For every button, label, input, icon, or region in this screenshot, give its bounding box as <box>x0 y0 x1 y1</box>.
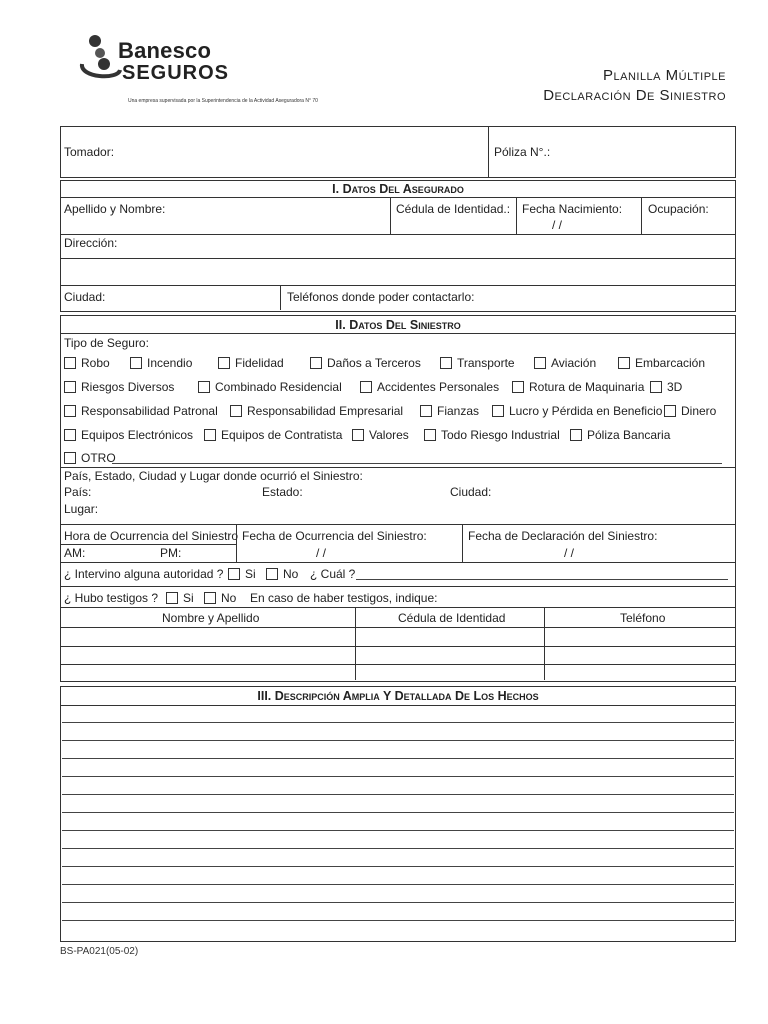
checkbox-fianzas[interactable] <box>420 404 479 418</box>
checkbox-label: Si <box>183 591 194 605</box>
checkbox-label: Fidelidad <box>235 356 284 370</box>
checkbox-autoridad-no[interactable] <box>266 567 298 581</box>
fecha-declaracion-slashes: / / <box>564 546 575 560</box>
checkbox-fidelidad[interactable] <box>218 356 284 370</box>
checkbox-label: Embarcación <box>635 356 706 370</box>
checkbox-box[interactable] <box>360 381 372 393</box>
description-line[interactable] <box>62 866 734 867</box>
checkbox-valores[interactable] <box>352 428 409 442</box>
checkbox-label: Equipos de Contratista <box>221 428 343 442</box>
checkbox-box[interactable] <box>440 357 452 369</box>
title-line-2: Declaración De Siniestro <box>543 87 726 104</box>
checkbox-todo-riesgo[interactable] <box>424 428 560 442</box>
checkbox-box[interactable] <box>64 429 76 441</box>
ciudad-label: Ciudad: <box>64 290 106 304</box>
brand-tagline: Una empresa supervisada por la Superintendencia de la Actividad Aseguradora N° 70 <box>128 98 318 104</box>
checkbox-label: OTRO <box>81 451 116 465</box>
checkbox-label: Valores <box>369 428 409 442</box>
checkbox-box[interactable] <box>618 357 630 369</box>
brand-name: Banesco <box>118 38 212 63</box>
description-line[interactable] <box>62 776 734 777</box>
checkbox-box[interactable] <box>512 381 524 393</box>
tipo-seguro-label: Tipo de Seguro: <box>64 336 149 350</box>
checkbox-autoridad-si[interactable] <box>228 567 256 581</box>
checkbox-label: Si <box>245 567 256 581</box>
checkbox-box[interactable] <box>228 568 240 580</box>
checkbox-label: Daños a Terceros <box>327 356 421 370</box>
checkbox-box[interactable] <box>352 429 364 441</box>
title-line-1: Planilla Múltiple <box>602 67 726 84</box>
checkbox-label: 3D <box>667 380 683 394</box>
checkbox-box[interactable] <box>64 381 76 393</box>
form-code: BS-PA021(05-02) <box>60 946 139 957</box>
section-1-title: I. Datos Del Asegurado <box>332 182 464 196</box>
checkbox-embarcacion[interactable] <box>618 356 705 370</box>
col-telefono-header: Teléfono <box>620 611 666 625</box>
direccion-label: Dirección: <box>64 236 118 250</box>
checkbox-label: Riesgos Diversos <box>81 380 175 394</box>
fecha-ocurrencia-slashes: / / <box>316 546 327 560</box>
table-row[interactable] <box>60 646 736 647</box>
checkbox-incendio[interactable] <box>130 356 192 370</box>
telefonos-label: Teléfonos donde poder contactarlo: <box>287 290 475 304</box>
brand-sub: SEGUROS <box>122 62 230 84</box>
checkbox-label: Robo <box>81 356 110 370</box>
section-descripcion-hechos <box>60 686 736 942</box>
col-cedula-header: Cédula de Identidad <box>398 611 506 625</box>
otro-line[interactable] <box>112 463 722 464</box>
checkbox-combinado-residencial[interactable] <box>198 380 342 394</box>
checkbox-label: No <box>283 567 299 581</box>
checkbox-resp-empresarial[interactable] <box>230 404 403 418</box>
checkbox-label: Responsabilidad Empresarial <box>247 404 404 418</box>
checkbox-riesgos-diversos[interactable] <box>64 380 174 394</box>
checkbox-box[interactable] <box>424 429 436 441</box>
checkbox-rotura-maquinaria[interactable] <box>512 380 644 394</box>
checkbox-label: Incendio <box>147 356 193 370</box>
checkbox-box[interactable] <box>64 357 76 369</box>
description-line[interactable] <box>62 830 734 831</box>
checkbox-label: Equipos Electrónicos <box>81 428 194 442</box>
table-row[interactable] <box>60 664 736 665</box>
lugar-title: País, Estado, Ciudad y Lugar donde ocurrió el Siniestro: <box>64 469 363 483</box>
header-box <box>60 126 736 178</box>
checkbox-aviacion[interactable] <box>534 356 596 370</box>
checkbox-label: Accidentes Personales <box>377 380 500 394</box>
checkbox-label: Combinado Residencial <box>215 380 342 394</box>
cual-line[interactable] <box>356 579 728 580</box>
am-label: AM: <box>64 546 86 560</box>
cedula-label: Cédula de Identidad.: <box>396 202 511 216</box>
checkbox-transporte[interactable] <box>440 356 515 370</box>
checkbox-label: Dinero <box>681 404 717 418</box>
checkbox-box[interactable] <box>664 405 676 417</box>
description-line[interactable] <box>62 812 734 813</box>
checkbox-robo[interactable] <box>64 356 110 370</box>
description-line[interactable] <box>62 758 734 759</box>
estado-label: Estado: <box>262 485 303 499</box>
checkbox-poliza-bancaria[interactable] <box>570 428 670 442</box>
checkbox-box[interactable] <box>130 357 142 369</box>
checkbox-lucro-perdida[interactable] <box>492 404 662 418</box>
checkbox-box[interactable] <box>218 357 230 369</box>
checkbox-label: Rotura de Maquinaria <box>529 380 645 394</box>
poliza-label: Póliza N°.: <box>494 145 551 159</box>
section-2-title: II. Datos Del Siniestro <box>335 318 461 332</box>
description-line[interactable] <box>62 722 734 723</box>
checkbox-box[interactable] <box>204 592 216 604</box>
checkbox-box[interactable] <box>650 381 662 393</box>
checkbox-box[interactable] <box>198 381 210 393</box>
brand-logo <box>78 34 318 110</box>
pais-label: País: <box>64 485 92 499</box>
checkbox-3d[interactable] <box>650 380 682 394</box>
testigos-indique-label: En caso de haber testigos, indique: <box>250 591 438 605</box>
checkbox-resp-patronal[interactable] <box>64 404 218 418</box>
fecha-nacimiento-label: Fecha Nacimiento: <box>522 202 623 216</box>
checkbox-box[interactable] <box>204 429 216 441</box>
autoridad-label: ¿ Intervino alguna autoridad ? <box>64 567 224 581</box>
tomador-label: Tomador: <box>64 145 115 159</box>
checkbox-label: Transporte <box>457 356 515 370</box>
description-line[interactable] <box>62 848 734 849</box>
description-line[interactable] <box>62 920 734 921</box>
fecha-nacimiento-slashes: / / <box>552 218 563 232</box>
checkbox-box[interactable] <box>266 568 278 580</box>
fecha-ocurrencia-label: Fecha de Ocurrencia del Siniestro: <box>242 529 427 543</box>
checkbox-box[interactable] <box>420 405 432 417</box>
checkbox-box[interactable] <box>64 452 76 464</box>
checkbox-testigos-no[interactable] <box>204 591 236 605</box>
checkbox-label: Lucro y Pérdida en Beneficio <box>509 404 663 418</box>
description-line[interactable] <box>62 740 734 741</box>
document-title <box>543 66 726 106</box>
testigos-label: ¿ Hubo testigos ? <box>64 591 159 605</box>
checkbox-accidentes-personales[interactable] <box>360 380 499 394</box>
lugar-label: Lugar: <box>64 502 99 516</box>
banesco-logo-icon <box>78 34 122 80</box>
col-nombre-header: Nombre y Apellido <box>162 611 260 625</box>
description-line[interactable] <box>62 902 734 903</box>
checkbox-box[interactable] <box>310 357 322 369</box>
checkbox-equipos-electronicos[interactable] <box>64 428 193 442</box>
ciudad-siniestro-label: Ciudad: <box>450 485 492 499</box>
checkbox-box[interactable] <box>570 429 582 441</box>
checkbox-box[interactable] <box>534 357 546 369</box>
checkbox-testigos-si[interactable] <box>166 591 194 605</box>
checkbox-equipos-contratista[interactable] <box>204 428 342 442</box>
checkbox-label: Fianzas <box>437 404 480 418</box>
hora-ocurrencia-label: Hora de Ocurrencia del Siniestro <box>64 529 239 543</box>
checkbox-box[interactable] <box>166 592 178 604</box>
section-3-title: III. Descripción Amplia Y Detallada De Los Hechos <box>257 689 539 703</box>
checkbox-dinero[interactable] <box>664 404 716 418</box>
apellido-label: Apellido y Nombre: <box>64 202 166 216</box>
checkbox-label: Responsabilidad Patronal <box>81 404 218 418</box>
pm-label: PM: <box>160 546 182 560</box>
description-line[interactable] <box>62 884 734 885</box>
checkbox-label: No <box>221 591 237 605</box>
fecha-declaracion-label: Fecha de Declaración del Siniestro: <box>468 529 658 543</box>
description-line[interactable] <box>62 794 734 795</box>
checkbox-otro[interactable] <box>64 451 116 465</box>
checkbox-label: Póliza Bancaria <box>587 428 671 442</box>
cual-label: ¿ Cuál ? <box>310 567 356 581</box>
checkbox-box[interactable] <box>492 405 504 417</box>
checkbox-box[interactable] <box>64 405 76 417</box>
checkbox-label: Aviación <box>551 356 597 370</box>
checkbox-label: Todo Riesgo Industrial <box>441 428 560 442</box>
checkbox-danos-terceros[interactable] <box>310 356 421 370</box>
checkbox-box[interactable] <box>230 405 242 417</box>
ocupacion-label: Ocupación: <box>648 202 709 216</box>
